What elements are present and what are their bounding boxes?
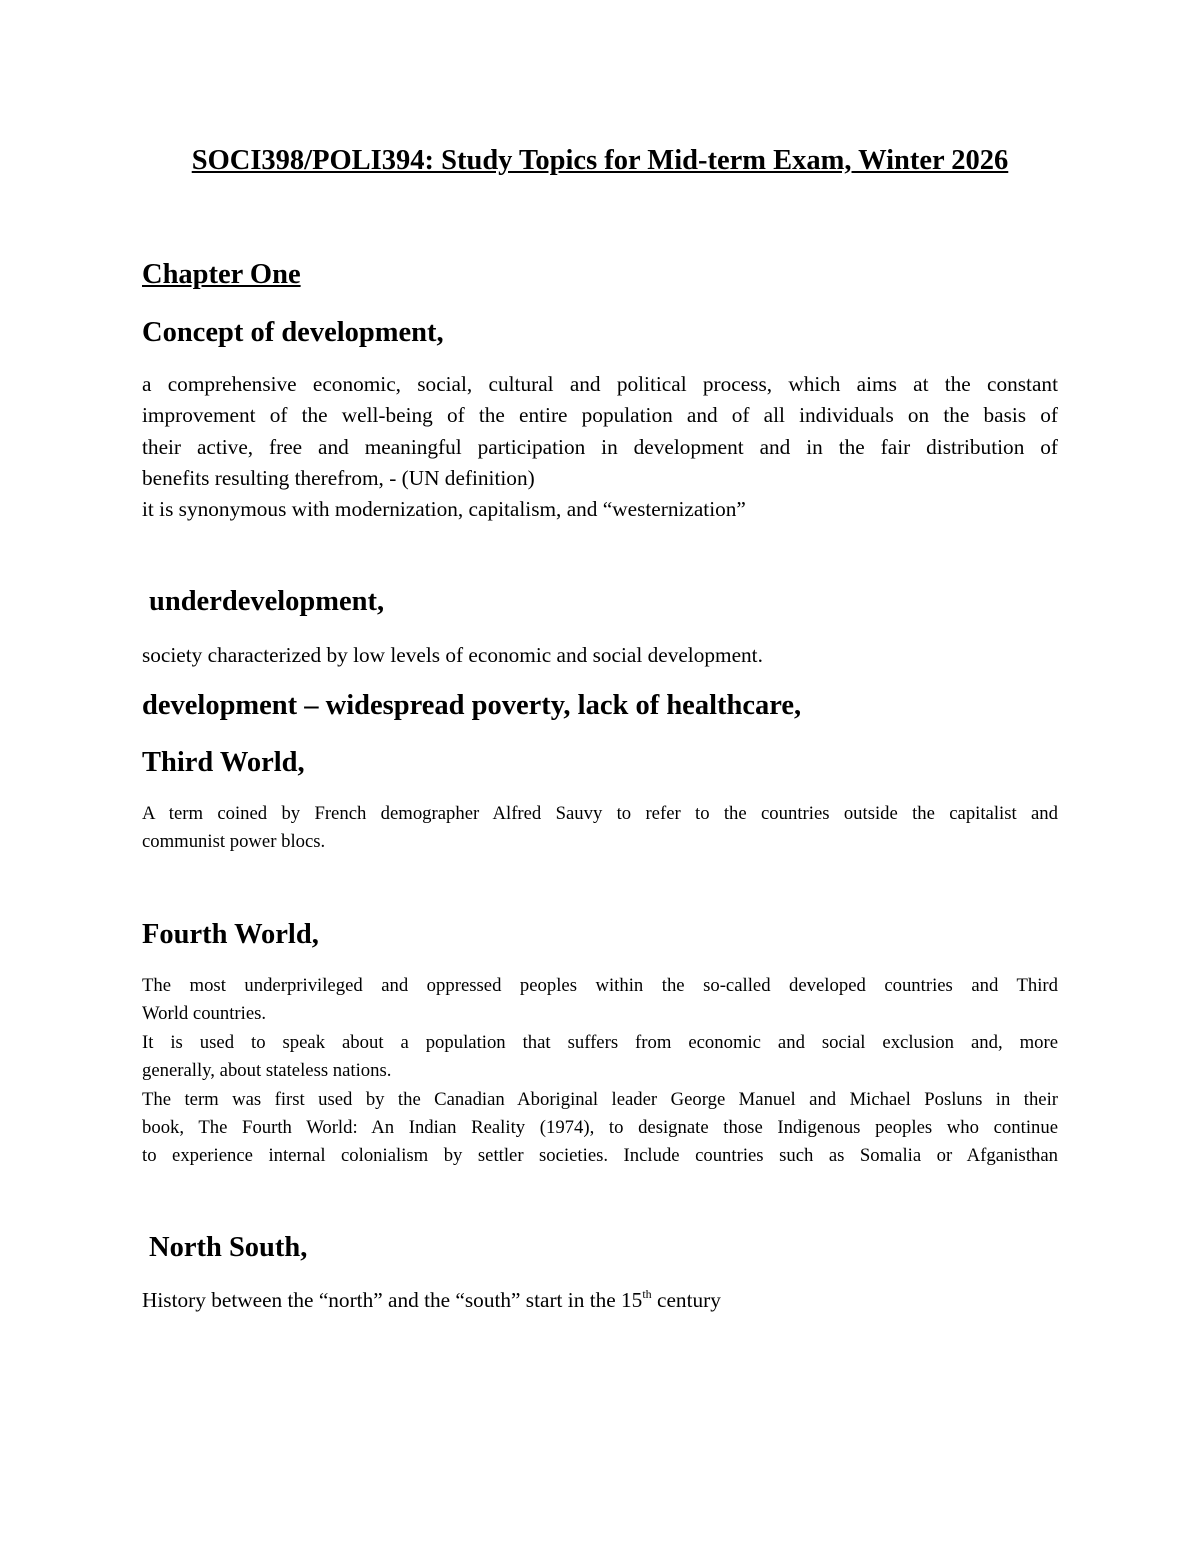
paragraph-line: generally, about stateless nations. [142,1060,392,1082]
underdevelopment-definition [142,640,1058,671]
paragraph-line: communist power blocs. [142,831,326,853]
chapter-heading: Chapter One [142,259,301,290]
paragraph-line: a comprehensive economic, social, cultural and political process, which aims at the constant [142,372,1058,396]
paragraph-line: World countries. [142,1003,267,1025]
paragraph-line: it is synonymous with modernization, capitalism, and “westernization” [142,497,746,522]
development-poverty-heading: development – widespread poverty, lack of healthcare, [142,690,802,721]
development-heading: Concept of development, [142,317,444,348]
north-south-text: History between the “north” and the “south” start in the 15 [142,1288,643,1312]
paragraph-line: to experience internal colonialism by settler societies. Include countries such as Somalia or Afganisthan [142,1145,1058,1167]
third-world-heading: Third World, [142,747,305,778]
paragraph-line: improvement of the well-being of the entire population and of all individuals on the basis of [142,403,1058,428]
document-title: SOCI398/POLI394: Study Topics for Mid-term Exam, Winter 2026 [191,145,1009,176]
paragraph-line: A term coined by French demographer Alfred Sauvy to refer to the countries outside the capitalist and [142,803,1058,824]
paragraph-line: The most underprivileged and oppressed peoples within the so-called developed countries and Third [142,975,1058,996]
development-definition [142,369,1058,525]
north-south-heading: North South, [149,1232,308,1263]
underdevelopment-heading: underdevelopment, [149,586,385,617]
fourth-world-heading: Fourth World, [142,919,319,950]
north-south-text-end: century [651,1288,721,1312]
third-world-definition [142,800,1058,857]
paragraph-line: society characterized by low levels of economic and social development. [142,643,763,667]
paragraph-line: The term was first used by the Canadian Aboriginal leader George Manuel and Michael Posluns in their [142,1088,1058,1110]
paragraph-line: their active, free and meaningful participation in development and in the fair distribution of [142,434,1058,459]
fourth-world-definition [142,972,1058,1171]
paragraph-line: benefits resulting therefrom, - (UN definition) [142,465,535,490]
paragraph-line: It is used to speak about a population that suffers from economic and social exclusion and, more [142,1031,1058,1053]
paragraph-line: book, The Fourth World: An Indian Reality (1974), to designate those Indigenous peoples who continue [142,1117,1058,1139]
ordinal-superscript: th [642,1287,652,1301]
north-south-definition [142,1285,1058,1316]
paragraph-line [142,1285,1058,1316]
